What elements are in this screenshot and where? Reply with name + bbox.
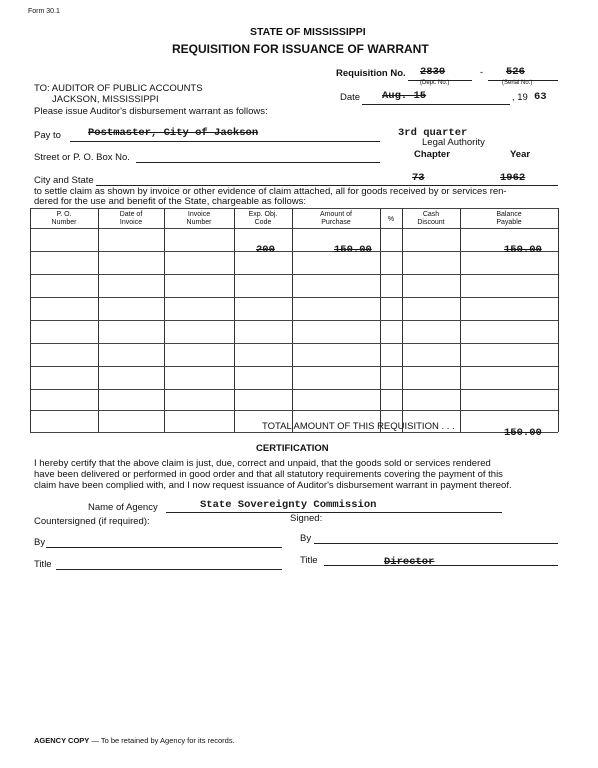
legal-authority-value: 3rd quarter: [398, 127, 468, 139]
page-title: REQUISITION FOR ISSUANCE OF WARRANT: [172, 42, 429, 56]
dept-caption: (Dept. No.): [420, 80, 450, 86]
footer-note: [34, 736, 235, 745]
row-amount: 150.00: [334, 244, 372, 256]
agency-label: Name of Agency: [88, 502, 158, 513]
please-issue-text: Please issue Auditor's disbursement warrant as follows:: [34, 106, 268, 117]
col-invoice-number: Invoice Number: [186, 211, 212, 226]
state-heading: STATE OF MISSISSIPPI: [250, 26, 366, 38]
col-percent: %: [387, 216, 395, 223]
street-label: Street or P. O. Box No.: [34, 152, 130, 163]
certification-line-3: claim have been complied with, and I now request issuance of Auditor's disbursement warrant in payment thereof.: [34, 480, 512, 491]
col-exp-obj-code: Exp. Obj. Code: [248, 211, 278, 226]
legal-authority-label: Legal Authority: [422, 137, 485, 148]
form-number: Form 30.1: [28, 8, 60, 15]
serial-number: 526: [506, 66, 525, 78]
footer-agency-copy: AGENCY COPY: [34, 736, 90, 745]
col-balance-payable: Balance Payable: [496, 211, 522, 226]
agency-value: State Sovereignty Commission: [200, 499, 377, 511]
row-balance: 150.00: [504, 244, 542, 256]
dept-number: 2830: [420, 66, 446, 78]
date-year-suffix: 63: [534, 91, 547, 103]
to-line-2: JACKSON, MISSISSIPPI: [52, 94, 159, 105]
footer-retained-text: — To be retained by Agency for its records.: [91, 736, 235, 745]
to-line-1: TO: AUDITOR OF PUBLIC ACCOUNTS: [34, 83, 203, 94]
total-value: 150.00: [504, 427, 542, 439]
col-cash-discount: Cash Discount: [417, 211, 445, 226]
title-value: Director: [384, 556, 435, 568]
date-value: Aug. 15: [382, 90, 427, 102]
certification-heading: CERTIFICATION: [256, 443, 329, 454]
year-value: 1962: [500, 172, 526, 184]
pay-to-label: Pay to: [34, 130, 61, 141]
certification-line-1: I hereby certify that the above claim is just, due, correct and unpaid, that the goods sold or services rendered: [34, 458, 491, 469]
countersigned-label: Countersigned (if required):: [34, 516, 150, 527]
requisition-dash: -: [480, 67, 484, 78]
col-amount-of-purchase: Amount of Purchase: [320, 211, 352, 226]
settle-text-1: to settle claim as shown by invoice or other evidence of claim attached, all for goods received by or services ren-: [34, 186, 507, 197]
certification-line-2: have been delivered or performed in good order and that all statutory requirements covering the payment of this: [34, 469, 503, 480]
year-label: Year: [510, 149, 531, 160]
chapter-label: Chapter: [414, 149, 450, 160]
requisition-label: Requisition No.: [336, 68, 406, 79]
pay-to-value: Postmaster, City of Jackson: [88, 127, 259, 139]
date-year-prefix: , 19: [512, 92, 528, 103]
chapter-value: 73: [412, 172, 425, 184]
by-label-right: By: [300, 533, 312, 544]
settle-text-2: dered for the use and benefit of the State, chargeable as follows:: [34, 196, 306, 207]
serial-caption: (Serial No.): [502, 80, 533, 86]
col-po-number: P. O. Number: [51, 211, 77, 226]
title-label-right: Title: [300, 555, 318, 566]
date-label: Date: [340, 92, 361, 103]
col-date-of-invoice: Date of Invoice: [119, 211, 143, 226]
row-exp-code: 200: [256, 244, 275, 256]
signed-label: Signed:: [290, 513, 323, 524]
city-state-label: City and State: [34, 175, 94, 186]
by-label-left: By: [34, 537, 46, 548]
total-label: TOTAL AMOUNT OF THIS REQUISITION . . .: [262, 421, 455, 432]
title-label-left: Title: [34, 559, 52, 570]
